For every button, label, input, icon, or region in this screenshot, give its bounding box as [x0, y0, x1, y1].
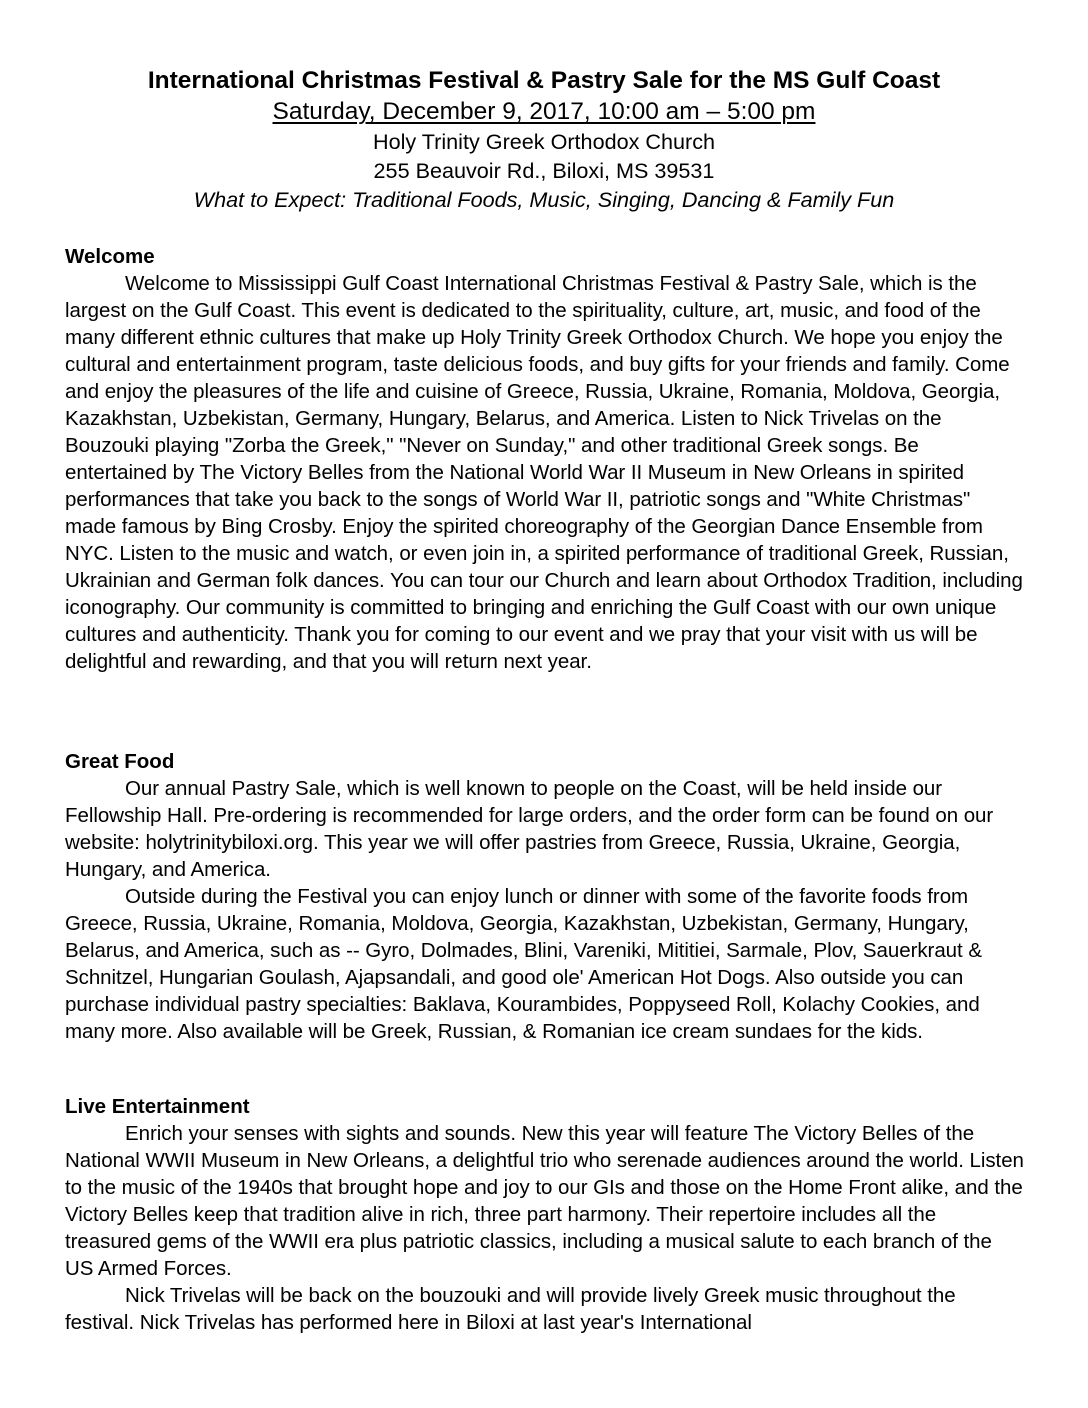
what-to-expect: What to Expect: Traditional Foods, Music, Singing, Dancing & Family Fun: [193, 187, 895, 212]
paragraph: Welcome to Mississippi Gulf Coast International Christmas Festival & Pastry Sale, which is the largest on the Gulf Coast. This event is dedicated to the spirituality, culture, art, music, and food of the many different ethnic cultures that make up Holy Trinity Greek Orthodox Church. We hope you enjoy the cultural and entertainment program, taste delicious foods, and buy gifts for your friends and family. Come and enjoy the pleasures of the life and cuisine of Greece, Russia, Ukraine, Romania, Moldova, Georgia, Kazakhstan, Uzbekistan, Germany, Hungary, Belarus, and America. Listen to Nick Trivelas on the Bouzouki playing "Zorba the Greek," "Never on Sunday," and other traditional Greek songs. Be entertained by The Victory Belles from the National World War II Museum in New Orleans in spirited performances that take you back to the songs of World War II, patriotic songs and "White Christmas" made famous by Bing Crosby. Enjoy the spirited choreography of the Georgian Dance Ensemble from NYC. Listen to the music and watch, or even join in, a spirited performance of traditional Greek, Russian, Ukrainian and German folk dances. You can tour our Church and learn about Orthodox Tradition, including iconography. Our community is committed to bringing and enriching the Gulf Coast with our own unique cultures and authenticity. Thank you for coming to our event and we pray that your visit with us will be delightful and rewarding, and that you will return next year.: [65, 272, 1023, 673]
section-heading: Great Food: [65, 750, 175, 773]
section-great-food: [65, 748, 1025, 1045]
venue-name: Holy Trinity Greek Orthodox Church: [372, 129, 716, 154]
section-heading: Live Entertainment: [65, 1095, 250, 1118]
venue-address: 255 Beauvoir Rd., Biloxi, MS 39531: [373, 158, 715, 183]
section-live-entertainment: [65, 1093, 1025, 1336]
event-date: Saturday, December 9, 2017, 10:00 am – 5:00 pm: [272, 98, 816, 125]
flyer-header: [0, 64, 1088, 214]
section-welcome: [65, 243, 1025, 675]
paragraph: Our annual Pastry Sale, which is well known to people on the Coast, will be held inside our Fellowship Hall. Pre-ordering is recommended for large orders, and the order form can be found on our website: holytrinitybiloxi.org. This year we will offer pastries from Greece, Russia, Ukraine, Georgia, Hungary, and America.: [65, 777, 994, 881]
paragraph: Outside during the Festival you can enjoy lunch or dinner with some of the favorite foods from Greece, Russia, Ukraine, Romania, Moldova, Georgia, Kazakhstan, Uzbekistan, Germany, Hungary, Belarus, and America, such as -- Gyro, Dolmades, Blini, Vareniki, Mititiei, Sarmale, Plov, Sauerkraut & Schnitzel, Hungarian Goulash, Ajapsandali, and good ole' American Hot Dogs. Also outside you can purchase individual pastry specialties: Baklava, Kourambides, Poppyseed Roll, Kolachy Cookies, and many more. Also available will be Greek, Russian, & Romanian ice cream sundaes for the kids.: [65, 885, 982, 1043]
section-heading: Welcome: [65, 245, 155, 268]
paragraph: Nick Trivelas will be back on the bouzouki and will provide lively Greek music throughout the festival. Nick Trivelas has performed here in Biloxi at last year's International: [65, 1284, 956, 1334]
page-title: International Christmas Festival & Pastry Sale for the MS Gulf Coast: [147, 67, 941, 94]
paragraph: Enrich your senses with sights and sounds. New this year will feature The Victory Belles of the National WWII Museum in New Orleans, a delightful trio who serenade audiences around the world. Listen to the music of the 1940s that brought hope and joy to our GIs and those on the Home Front alike, and the Victory Belles keep that tradition alive in rich, three part harmony. Their repertoire includes all the treasured gems of the WWII era plus patriotic classics, including a musical salute to each branch of the US Armed Forces.: [65, 1122, 1024, 1280]
